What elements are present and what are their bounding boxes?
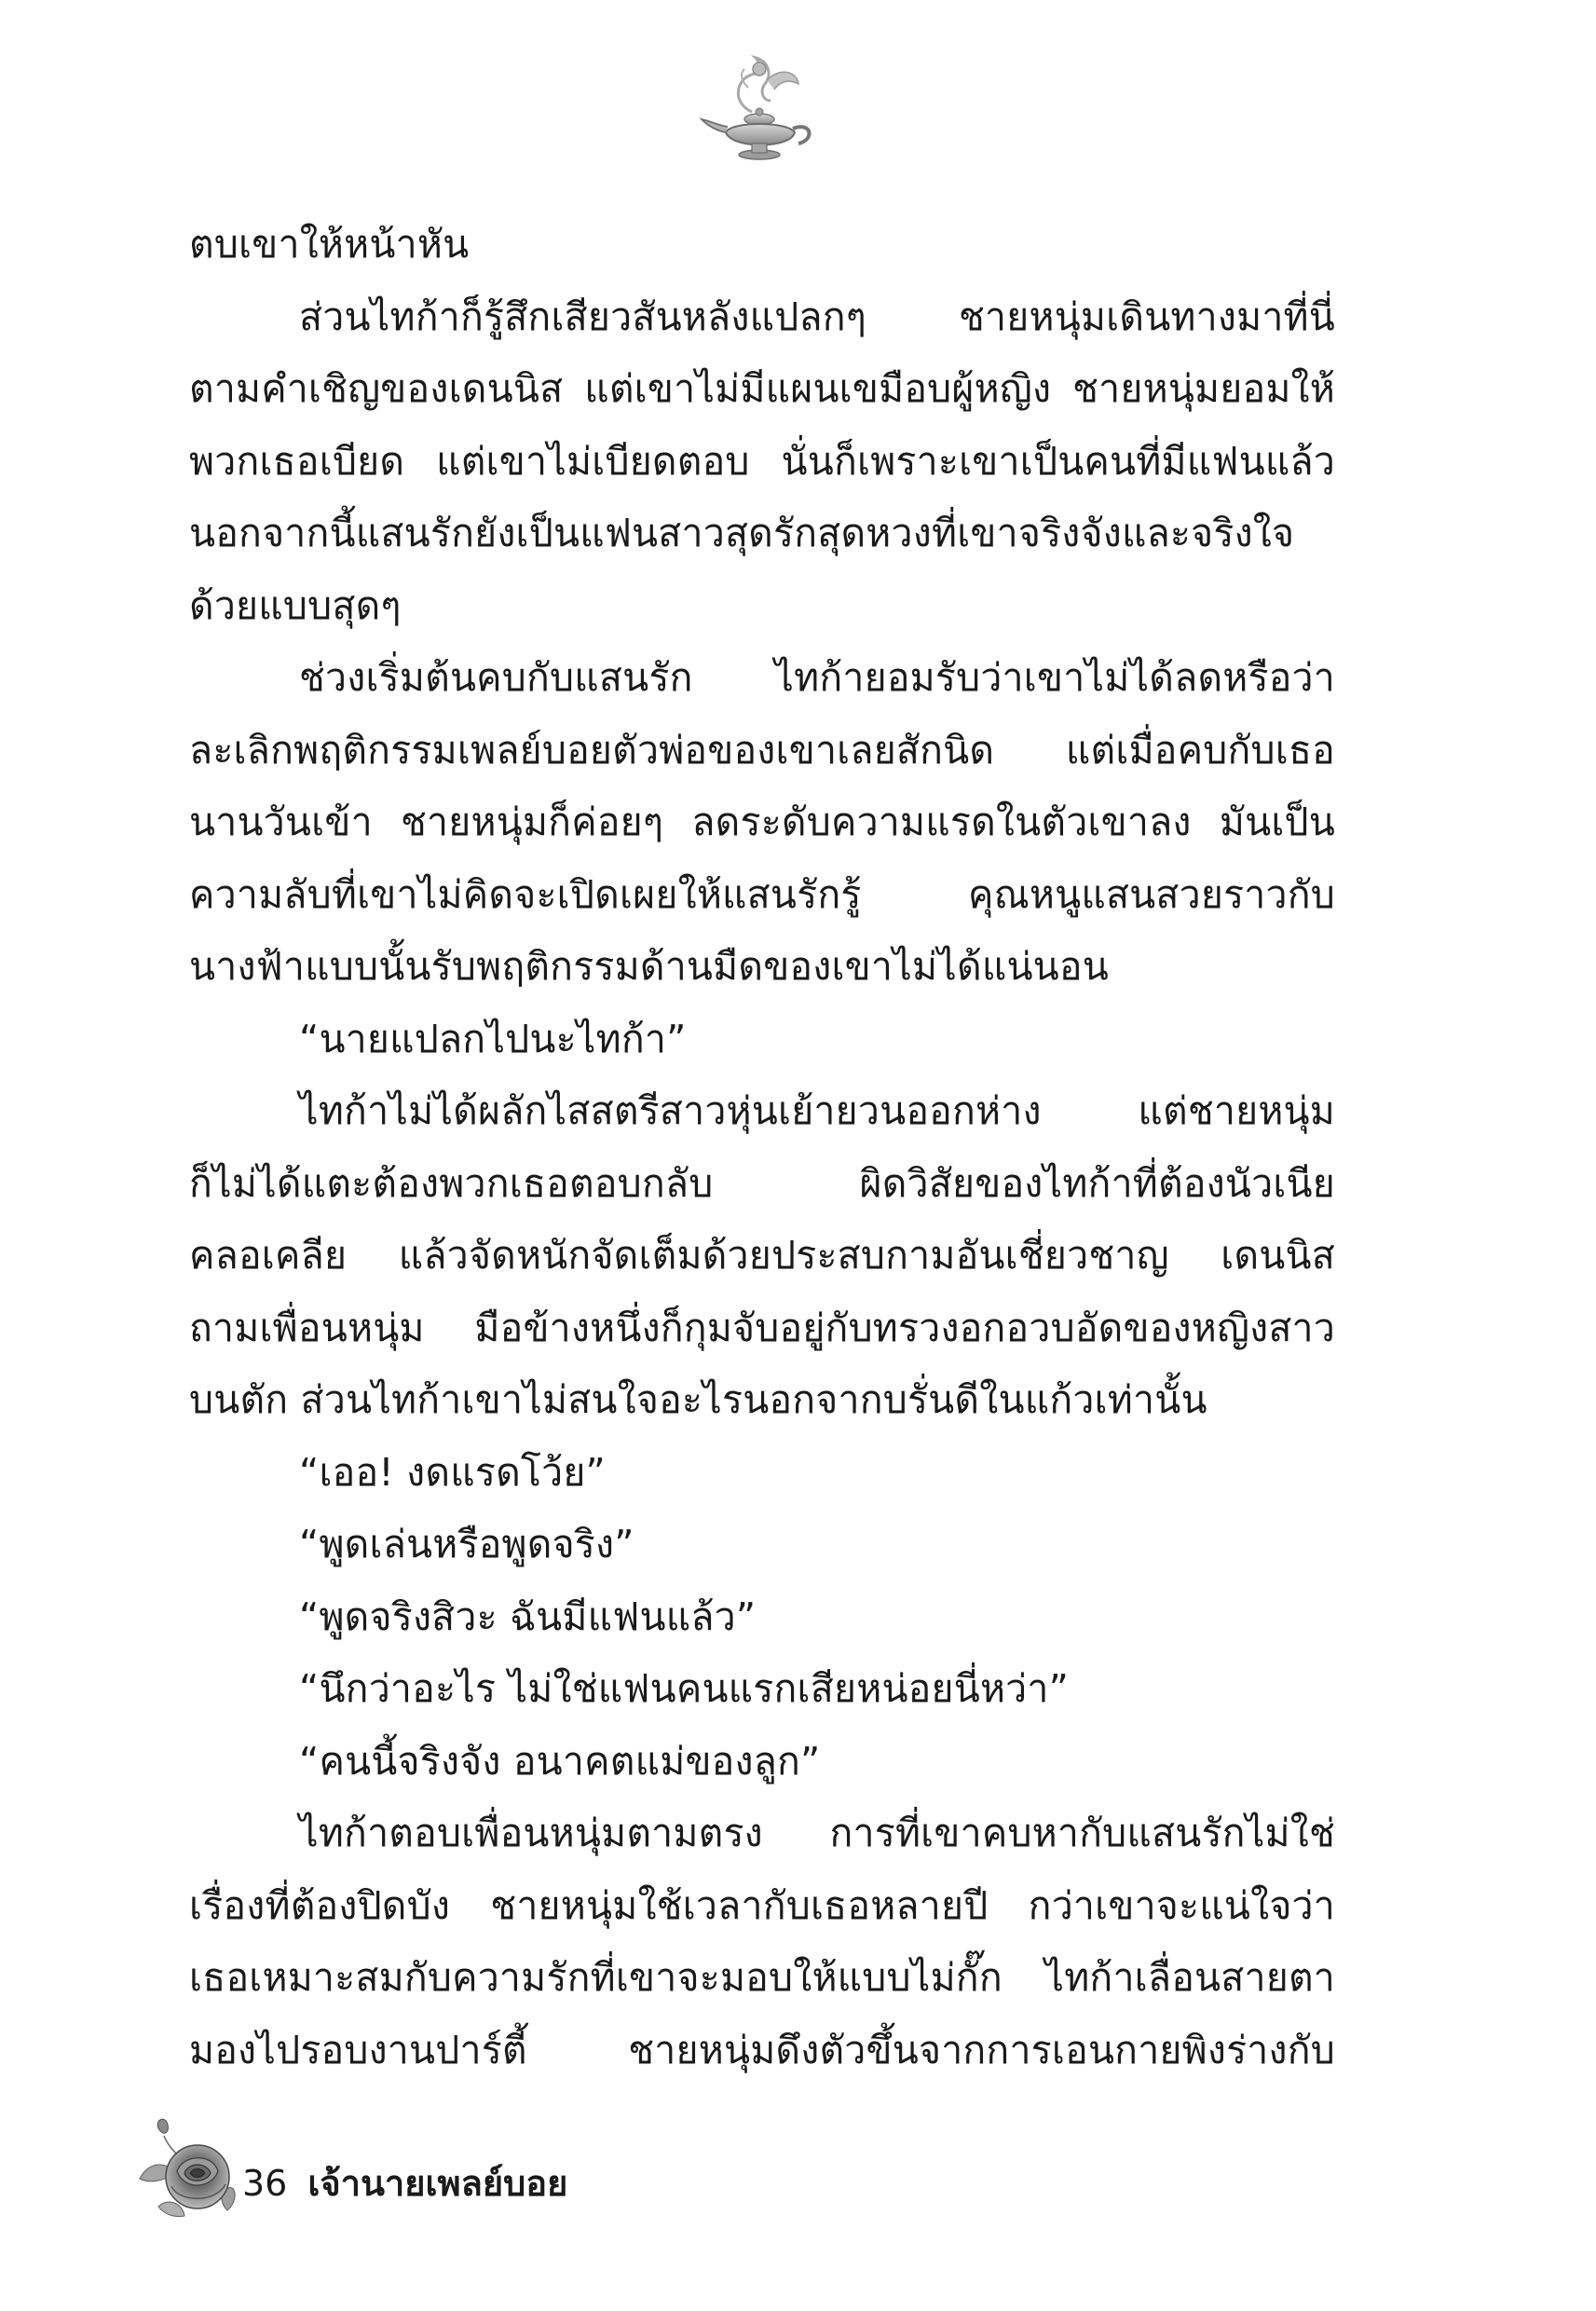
- text-line: พวกเธอเบียด แต่เขาไม่เบียดตอบ นั่นก็เพราะเขาเป็นคนที่มีแฟนแล้ว: [189, 438, 1335, 484]
- dialogue-line: “นายแปลกไปนะไทก้า”: [299, 1016, 687, 1061]
- text-line: ด้วยแบบสุดๆ: [189, 582, 402, 628]
- book-title: เจ้านายเพลย์บอย: [307, 2163, 568, 2204]
- text-line: เรื่องที่ต้องปิดบัง ชายหนุ่มใช้เวลากับเธอหลายปี กว่าเขาจะแน่ใจว่า: [189, 1882, 1335, 1928]
- footer-text: [242, 2160, 567, 2207]
- dialogue-line: “นึกว่าอะไร ไม่ใช่แฟนคนแรกเสียหน่อยนี่หว่า”: [299, 1666, 1070, 1711]
- paragraph-first-line: ไทก้าตอบเพื่อนหนุ่มตามตรง การที่เขาคบหากับแสนรักไม่ใช่: [299, 1811, 1335, 1855]
- rose-icon: [130, 2113, 244, 2227]
- text-line: นอกจากนี้แสนรักยังเป็นแฟนสาวสุดรักสุดหวงที่เขาจริงจังและจริงใจ: [189, 511, 1295, 555]
- text-line: นางฟ้าแบบนั้นรับพฤติกรรมด้านมืดของเขาไม่ได้แน่นอน: [189, 944, 1109, 989]
- dialogue-line: “คนนี้จริงจัง อนาคตแม่ของลูก”: [299, 1738, 821, 1784]
- paragraph-first-line: ส่วนไทก้าก็รู้สึกเสียวสันหลังแปลกๆ ชายหนุ่มเดินทางมาที่นี่: [299, 294, 1335, 339]
- text-line: เธอเหมาะสมกับความรักที่เขาจะมอบให้แบบไม่กั๊ก ไทก้าเลื่อนสายตา: [189, 1955, 1335, 2000]
- text-line: ละเลิกพฤติกรรมเพลย์บอยตัวพ่อของเขาเลยสักนิด แต่เมื่อคบกับเธอ: [189, 727, 1335, 773]
- text-line: มองไปรอบงานปาร์ตี้ ชายหนุ่มดึงตัวขึ้นจากการเอนกายพิงร่างกับ: [189, 2027, 1335, 2072]
- text-line: ตบเขาให้หน้าหัน: [189, 222, 470, 267]
- body-text: [189, 209, 1335, 2086]
- text-line: คลอเคลีย แล้วจัดหนักจัดเต็มด้วยประสบกามอันเชี่ยวชาญ เดนนิส: [189, 1233, 1335, 1278]
- text-line: ความลับที่เขาไม่คิดจะเปิดเผยให้แสนรักรู้ คุณหนูแสนสวยราวกับ: [189, 871, 1335, 917]
- magic-lamp-fairy-icon: [694, 47, 825, 177]
- page-footer: [130, 2113, 689, 2253]
- text-line: นานวันเข้า ชายหนุ่มก็ค่อยๆ ลดระดับความแรดในตัวเขาลง มันเป็น: [189, 800, 1335, 844]
- dialogue-line: “พูดจริงสิวะ ฉันมีแฟนแล้ว”: [299, 1593, 757, 1639]
- dialogue-line: “พูดเล่นหรือพูดจริง”: [299, 1522, 634, 1566]
- text-line: ก็ไม่ได้แตะต้องพวกเธอตอบกลับ ผิดวิสัยของไทก้าที่ต้องนัวเนีย: [189, 1160, 1335, 1206]
- paragraph-first-line: ช่วงเริ่มต้นคบกับแสนรัก ไทก้ายอมรับว่าเขาไม่ได้ลดหรือว่า: [299, 655, 1335, 700]
- text-line: ถามเพื่อนหนุ่ม มือข้างหนึ่งก็กุมจับอยู่กับทรวงอกอวบอัดของหญิงสาว: [189, 1305, 1335, 1350]
- text-line: ตามคำเชิญของเดนนิส แต่เขาไม่มีแผนเขมือบผู้หญิง ชายหนุ่มยอมให้: [189, 366, 1335, 411]
- page-number: 36: [242, 2163, 288, 2204]
- paragraph-first-line: ไทก้าไม่ได้ผลักไสสตรีสาวหุ่นเย้ายวนออกห่าง แต่ชายหนุ่ม: [299, 1088, 1335, 1133]
- dialogue-line: “เออ! งดแรดโว้ย”: [299, 1449, 606, 1495]
- text-line: บนตัก ส่วนไทก้าเขาไม่สนใจอะไรนอกจากบรั่นดีในแก้วเท่านั้น: [189, 1377, 1207, 1422]
